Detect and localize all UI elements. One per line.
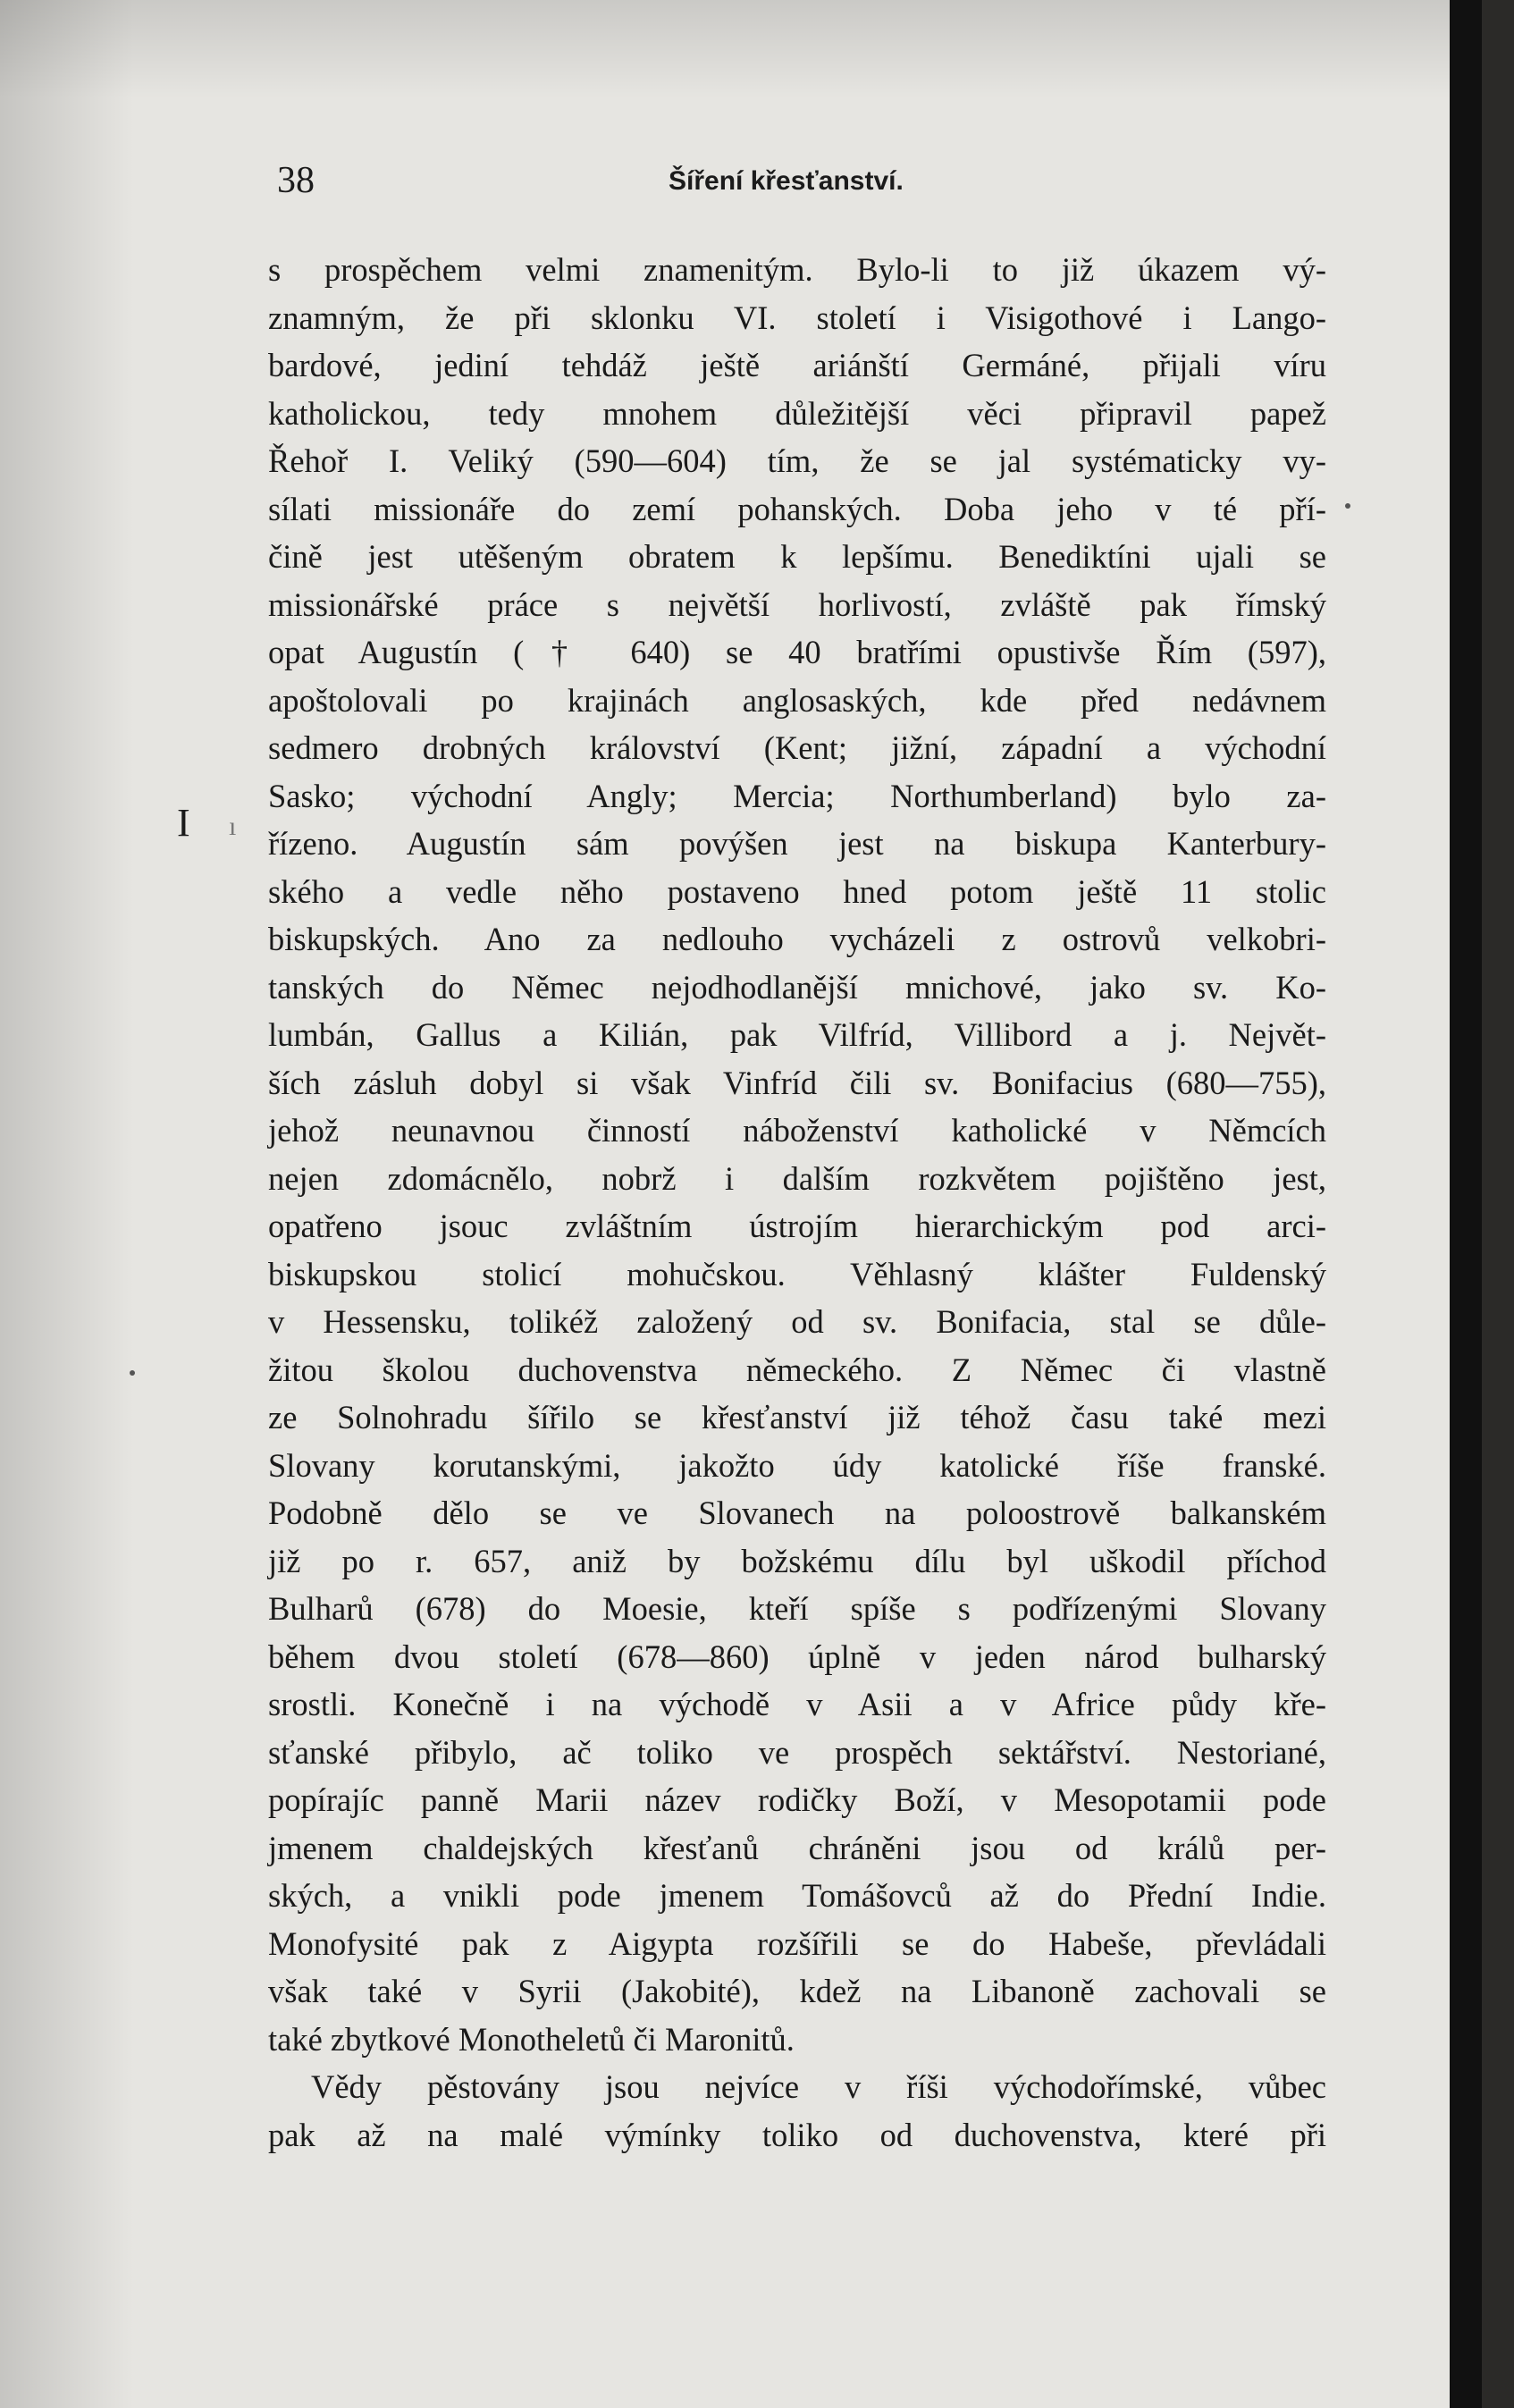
text-line: čině jest utěšeným obratem k lepšímu. Benediktíni ujali se: [268, 538, 1326, 575]
text-line: biskupských. Ano za nedlouho vycházeli z ostrovů velkobri-: [268, 921, 1326, 957]
text-line: Vědy pěstovány jsou nejvíce v říši východořímské, vůbec: [311, 2068, 1326, 2105]
text-line: jmenem chaldejských křesťanů chráněni jsou od králů per-: [268, 1829, 1326, 1866]
text-line: Řehoř I. Veliký (590—604) tím, že se jal systématicky vy-: [268, 442, 1326, 479]
body-text: [268, 246, 1326, 2159]
text-line: apoštolovali po krajinách anglosaských, kde před nedávnem: [268, 681, 1326, 719]
text-line: sedmero drobných království (Kent; jižní, západní a východní: [268, 729, 1326, 766]
text-line: ského a vedle něho postaveno hned potom ještě 11 stolic: [268, 872, 1326, 910]
text-line: řízeno. Augustín sám povýšen jest na biskupa Kanterbury-: [268, 825, 1326, 862]
text-line: lumbán, Gallus a Kilián, pak Vilfríd, Villibord a j. Největ-: [268, 1016, 1326, 1053]
text-line: Podobně dělo se ve Slovanech na poloostrově balkanském: [268, 1494, 1326, 1531]
text-line: sílati missionáře do zemí pohanských. Doba jeho v té pří-: [268, 490, 1326, 527]
text-line: tanských do Němec nejodhodlanější mnichové, jako sv. Ko-: [268, 968, 1326, 1006]
page-header: [268, 159, 1367, 204]
text-line: také zbytkové Monotheletů či Maronitů.: [268, 2020, 795, 2058]
paragraph-2: [268, 2063, 1326, 2159]
text-line: opatřeno jsouc zvláštním ústrojím hierarchickým pod arci-: [268, 1208, 1326, 1244]
text-line: během dvou století (678—860) úplně v jeden národ bulharský: [268, 1638, 1326, 1675]
text-line: s prospěchem velmi znamenitým. Bylo-li to již úkazem vý-: [268, 251, 1326, 288]
scan-border: [1450, 0, 1482, 2408]
margin-speck: [1345, 503, 1350, 509]
text-line: opat Augustín († 640) se 40 bratřími opustivše Řím (597),: [268, 634, 1326, 670]
text-line: bardové, jediní tehdáž ještě ariánští Germáné, přijali víru: [268, 347, 1326, 383]
text-line: srostli. Konečně i na východě v Asii a v Africe půdy kře-: [268, 1686, 1326, 1722]
text-line: ze Solnohradu šířilo se křesťanství již téhož času také mezi: [268, 1399, 1326, 1436]
text-line: pak až na malé výmínky toliko od duchovenstva, které při: [268, 2116, 1326, 2153]
paragraph-1: [268, 246, 1326, 2063]
text-line: však také v Syrii (Jakobité), kdež na Libanoně zachovali se: [268, 1973, 1326, 2009]
text-line: ských, a vnikli pode jmenem Tomášovců až do Přední Indie.: [268, 1877, 1326, 1914]
text-line: žitou školou duchovenstva německého. Z Němec či vlastně: [268, 1351, 1326, 1388]
page-shadow-top: [0, 0, 1482, 98]
text-line: v Hessensku, tolikéž založený od sv. Bonifacia, stal se důle-: [268, 1303, 1326, 1340]
margin-speck: [130, 1370, 135, 1376]
text-line: katholickou, tedy mnohem důležitější věci připravil papež: [268, 394, 1326, 432]
text-line: Sasko; východní Angly; Mercia; Northumberland) bylo za-: [268, 777, 1326, 814]
text-line: nejen zdomácnělo, nobrž i dalším rozkvětem pojištěno jest,: [268, 1159, 1326, 1197]
page-shadow-left: [0, 0, 134, 2408]
text-line: Monofysité pak z Aigypta rozšířili se do Habeše, převládali: [268, 1924, 1326, 1962]
text-line: biskupskou stolicí mohučskou. Věhlasný klášter Fuldenský: [268, 1255, 1326, 1292]
text-line: Slovany korutanskými, jakožto údy katolické říše franské.: [268, 1446, 1326, 1484]
margin-mark-faint: ı: [229, 812, 237, 841]
text-line: popírajíc panně Marii název rodičky Boží, v Mesopotamii pode: [268, 1781, 1326, 1818]
text-line: znamným, že při sklonku VI. století i Visigothové i Lango-: [268, 299, 1326, 336]
text-line: již po r. 657, aniž by božskému dílu byl uškodil příchod: [268, 1542, 1326, 1579]
text-line: jehož neunavnou činností náboženství katholické v Němcích: [268, 1112, 1326, 1149]
running-head: Šíření křesťanství.: [669, 166, 904, 196]
text-line: Bulharů (678) do Moesie, kteří spíše s podřízenými Slovany: [268, 1590, 1326, 1627]
text-line: missionářské práce s největší horlivostí, zvláště pak římský: [268, 585, 1326, 623]
margin-mark: I: [177, 801, 190, 845]
text-line: ších zásluh dobyl si však Vinfríd čili sv. Bonifacius (680—755),: [268, 1064, 1326, 1101]
page-number: 38: [277, 160, 315, 201]
text-line: sťanské přibylo, ač toliko ve prospěch sektářství. Nestoriané,: [268, 1733, 1326, 1771]
